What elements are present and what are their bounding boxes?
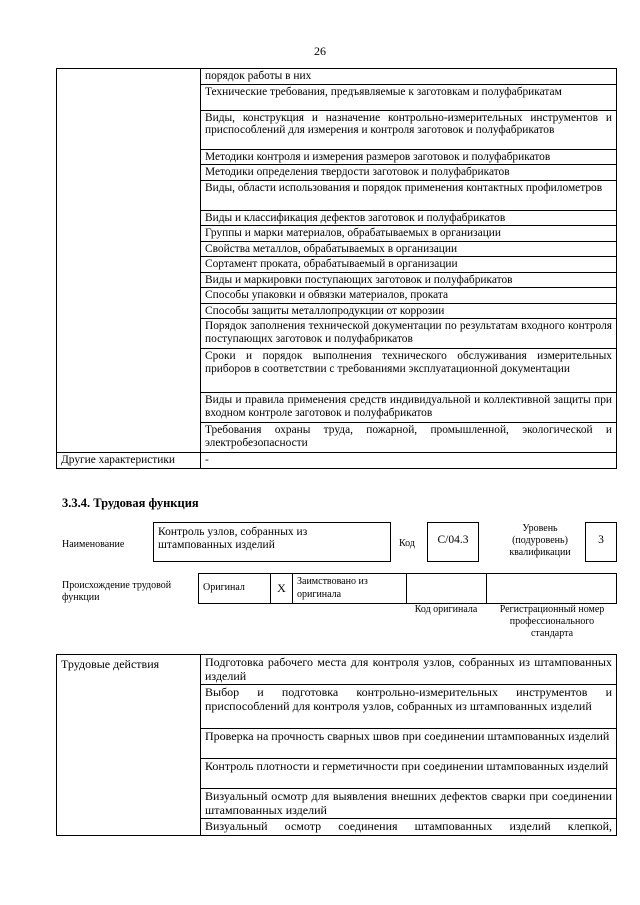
table-row: Способы защиты металлопродукции от коррозии: [201, 303, 617, 319]
name-label: Наименование: [62, 539, 125, 550]
table-row: Способы упаковки и обвязки материалов, проката: [201, 288, 617, 304]
level-box: [585, 522, 617, 562]
page-number: 26: [314, 44, 326, 58]
labor-actions-label: Трудовые действия: [57, 655, 201, 836]
table-row: Выбор и подготовка контрольно-измерительных инструментов и приспособлений для контроля узлов, собранных из штампованных изделий: [201, 685, 617, 729]
table-row: Проверка на прочность сварных швов при соединении штампованных изделий: [201, 729, 617, 759]
table-row: Технические требования, предъявляемые к заготовкам и полуфабрикатам: [201, 84, 617, 110]
table-row: Порядок заполнения технической документации по результатам входного контроля поступающих заготовок и полуфабрикатов: [201, 319, 617, 349]
level-value: 3: [598, 534, 604, 546]
table-row: Визуальный осмотр для выявления внешних дефектов сварки при соединении штампованных изделий: [201, 789, 617, 819]
function-name-value: Контроль узлов, собранных из штампованных изделий: [158, 526, 308, 551]
other-characteristics-label: Другие характеристики: [57, 453, 201, 469]
original-mark: X: [271, 574, 293, 604]
function-name-box: [153, 522, 391, 562]
table-row: Требования охраны труда, пожарной, промышленной, экологической и электробезопасности: [201, 423, 617, 453]
code-box: [427, 522, 479, 562]
code-value: С/04.3: [437, 534, 469, 546]
borrowed-label: Заимствовано из оригинала: [293, 574, 407, 604]
table-row: Виды и правила применения средств индивидуальной и коллективной защиты при входном контроле заготовок и полуфабрикатов: [201, 393, 617, 423]
other-characteristics-value: -: [201, 453, 617, 469]
reg-number-cell: [487, 574, 617, 604]
table-row: Сроки и порядок выполнения технического обслуживания измерительных приборов в соответствии с требованиями эксплуатационной документации: [201, 349, 617, 393]
table-row: Сортамент проката, обрабатываемый в организации: [201, 257, 617, 273]
table-row: Контроль плотности и герметичности при соединении штампованных изделий: [201, 759, 617, 789]
table-row: Подготовка рабочего места для контроля узлов, собранных из штампованных изделий: [201, 655, 617, 685]
table-row: Свойства металлов, обрабатываемых в организации: [201, 241, 617, 257]
table-row: Виды и классификация дефектов заготовок и полуфабрикатов: [201, 210, 617, 226]
reg-number-caption: Регистрационный номер профессионального стандарта: [499, 604, 605, 639]
table-row: Группы и марки материалов, обрабатываемых в организации: [201, 226, 617, 242]
origin-table: [198, 573, 617, 604]
table-row: Виды, области использования и порядок применения контактных профилометров: [201, 180, 617, 210]
table-row: Визуальный осмотр соединения штампованных изделий клепкой,: [201, 819, 617, 836]
level-label: Уровень (подуровень) квалификации: [509, 523, 571, 558]
table-row: Методики контроля и измерения размеров заготовок и полуфабрикатов: [201, 149, 617, 165]
empty-label-cell: [57, 69, 201, 453]
table-row: Методики определения твердости заготовок и полуфабрикатов: [201, 165, 617, 181]
section-heading: 3.3.4. Трудовая функция: [62, 496, 199, 510]
table-row: порядок работы в них: [201, 69, 617, 85]
code-original-caption: Код оригинала: [414, 604, 478, 615]
origin-label: Происхождение трудовой функции: [62, 580, 172, 603]
labor-actions-table: [56, 654, 617, 836]
code-original-cell: [407, 574, 487, 604]
code-label: Код: [399, 538, 415, 549]
original-label: Оригинал: [199, 574, 271, 604]
table-row: Виды, конструкция и назначение контрольно-измерительных инструментов и приспособлений для измерения и контроля заготовок и полуфабрикатов: [201, 110, 617, 149]
knowledge-table: [56, 68, 617, 469]
table-row: Виды и маркировки поступающих заготовок и полуфабрикатов: [201, 272, 617, 288]
